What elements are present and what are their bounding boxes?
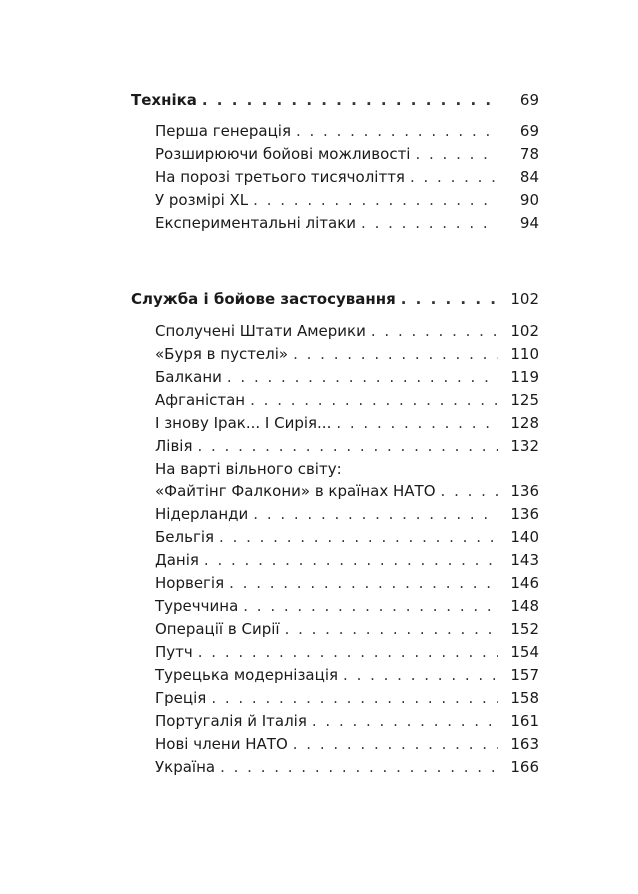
toc-entry: [155, 189, 539, 211]
dot-leader: [220, 756, 498, 778]
entry-title: «Файтінг Фалкони» в країнах НАТО: [155, 482, 436, 500]
dot-leader: [293, 733, 498, 755]
page-number: 136: [510, 482, 539, 500]
toc-entry: [155, 572, 539, 594]
entry-title: Операції в Сирії: [155, 620, 280, 638]
toc-entry: [155, 389, 539, 411]
entry-title: Норвегія: [155, 574, 225, 592]
entry-title: Греція: [155, 689, 207, 707]
entry-title: Україна: [155, 758, 216, 776]
page-number: 119: [510, 368, 539, 386]
toc-entry: [155, 143, 539, 165]
page-number: 110: [510, 345, 539, 363]
dot-leader: [202, 89, 498, 111]
toc-entry: [155, 480, 539, 502]
dot-leader: [227, 366, 498, 388]
dot-leader: [197, 435, 498, 457]
toc-entry: [155, 756, 539, 778]
toc-entry: [155, 166, 539, 188]
entry-title: Португалія й Італія: [155, 712, 307, 730]
page-number: 69: [519, 122, 539, 140]
page-number: 154: [510, 643, 539, 661]
section-title: Служба і бойове застосування: [131, 290, 396, 308]
page-number: 166: [510, 758, 539, 776]
page-number: 157: [510, 666, 539, 684]
dot-leader: [204, 549, 498, 571]
entry-title: Путч: [155, 643, 193, 661]
toc-entry: [155, 687, 539, 709]
page-number: 146: [510, 574, 539, 592]
entry-title: Бельгія: [155, 528, 215, 546]
page-number: 125: [510, 391, 539, 409]
toc-entry: [155, 212, 539, 234]
entry-title: Афганістан: [155, 391, 246, 409]
dot-leader: [198, 641, 498, 663]
toc-entry-group-heading: [155, 458, 539, 480]
toc-entry: [155, 503, 539, 525]
entry-title: На варті вільного світу:: [155, 460, 342, 478]
page-number: 136: [510, 505, 539, 523]
entry-title: Перша генерація: [155, 122, 291, 140]
page-number: 102: [510, 290, 539, 308]
entry-title: Туреччина: [155, 597, 239, 615]
page-number: 161: [510, 712, 539, 730]
toc-entry: [155, 435, 539, 457]
page-number: 84: [519, 168, 539, 186]
dot-leader: [243, 595, 498, 617]
toc-entry: [155, 526, 539, 548]
toc-entry: [155, 412, 539, 434]
page-number: 90: [519, 191, 539, 209]
entry-title: Розширюючи бойові можливості: [155, 145, 411, 163]
dot-leader: [371, 320, 498, 342]
entry-title: У розмірі XL: [155, 191, 249, 209]
page-number: 132: [510, 437, 539, 455]
dot-leader: [293, 343, 498, 365]
dot-leader: [343, 664, 498, 686]
dot-leader: [296, 120, 498, 142]
entry-title: І знову Ірак... І Сирія...: [155, 414, 332, 432]
dot-leader: [415, 143, 498, 165]
toc-entry: [155, 320, 539, 342]
page-number: 152: [510, 620, 539, 638]
toc-entry: [155, 595, 539, 617]
page-number: 128: [510, 414, 539, 432]
entry-title: Турецька модернізація: [155, 666, 339, 684]
toc-entry: [155, 710, 539, 732]
section-title: Техніка: [131, 91, 197, 109]
page-number: 94: [519, 214, 539, 232]
toc-entry: [155, 664, 539, 686]
dot-leader: [401, 288, 498, 310]
toc-entry: [155, 618, 539, 640]
entry-title: Лівія: [155, 437, 193, 455]
page-number: 78: [519, 145, 539, 163]
toc-section-heading: [131, 288, 539, 310]
toc-entry: [155, 641, 539, 663]
dot-leader: [336, 412, 498, 434]
entry-title: Нові члени НАТО: [155, 735, 288, 753]
entry-title: Сполучені Штати Америки: [155, 322, 366, 340]
toc-entry: [155, 366, 539, 388]
toc-section-heading: [131, 89, 539, 111]
entry-title: Балкани: [155, 368, 222, 386]
page-number: 158: [510, 689, 539, 707]
dot-leader: [211, 687, 498, 709]
entry-title: «Буря в пустелі»: [155, 345, 289, 363]
dot-leader: [253, 189, 498, 211]
entry-title: Данія: [155, 551, 199, 569]
page-number: 140: [510, 528, 539, 546]
entry-title: Нідерланди: [155, 505, 249, 523]
dot-leader: [229, 572, 498, 594]
page-number: 143: [510, 551, 539, 569]
dot-leader: [312, 710, 498, 732]
toc-entry: [155, 343, 539, 365]
page-number: 102: [510, 322, 539, 340]
dot-leader: [361, 212, 498, 234]
dot-leader: [410, 166, 498, 188]
dot-leader: [441, 480, 498, 502]
page-number: 148: [510, 597, 539, 615]
entry-title: На порозі третього тисячоліття: [155, 168, 405, 186]
page-number: 163: [510, 735, 539, 753]
page-number: 69: [519, 91, 539, 109]
dot-leader: [253, 503, 498, 525]
toc-entry: [155, 120, 539, 142]
dot-leader: [219, 526, 498, 548]
entry-title: Експериментальні літаки: [155, 214, 357, 232]
toc-entry: [155, 549, 539, 571]
dot-leader: [285, 618, 498, 640]
toc-entry: [155, 733, 539, 755]
dot-leader: [250, 389, 498, 411]
